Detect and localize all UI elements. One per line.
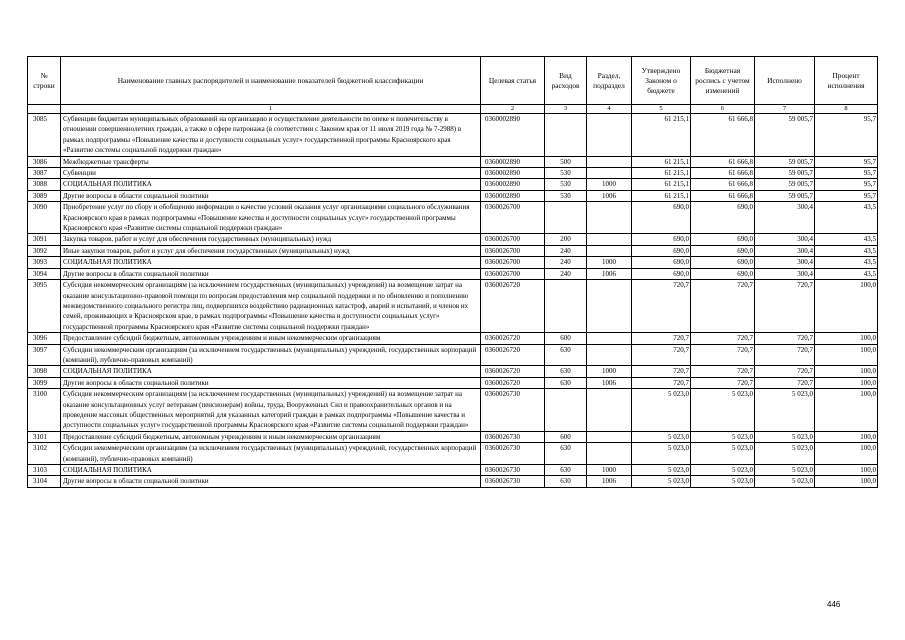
schedule-amount: 690,0	[691, 268, 755, 279]
indicator-name: Субвенции бюджетам муниципальных образований на организацию и осуществление деятельности по опеке и попечительству в отношении совершеннолетних граждан, а также в сфере патронажа (в соответствии с Законом края от 11 июля 2019 года № 7-2988) в рамках подпрограммы «Повышение качества и доступности социальных услуг» государственной программы Красноярского края «Развитие системы социальной поддержки граждан»	[61, 114, 481, 157]
table-row	[28, 431, 878, 442]
executed-amount: 720,7	[755, 366, 815, 377]
table-row	[28, 168, 878, 179]
row-number: 3098	[28, 366, 61, 377]
column-number: 8	[815, 105, 878, 114]
column-number: 4	[587, 105, 632, 114]
expense-type: 630	[545, 443, 587, 465]
execution-percent: 100,0	[815, 443, 878, 465]
expense-type: 530	[545, 168, 587, 179]
approved-amount: 61 215,1	[632, 114, 691, 157]
table-row	[28, 333, 878, 344]
section	[587, 202, 632, 234]
section: 1006	[587, 377, 632, 388]
executed-amount: 59 005,7	[755, 168, 815, 179]
header-section: Раздел, подраздел	[587, 57, 632, 105]
section	[587, 234, 632, 245]
indicator-name: Предоставление субсидий бюджетным, автономным учреждениям и иным некоммерческим организациям	[61, 333, 481, 344]
executed-amount: 59 005,7	[755, 156, 815, 167]
table-row	[28, 114, 878, 157]
table-row	[28, 245, 878, 256]
schedule-amount: 720,7	[691, 377, 755, 388]
indicator-name: Субсидии некоммерческим организациям (за исключением государственных (муниципальных) учреждений, государственных корпораций (компаний), публично-правовых компаний)	[61, 443, 481, 465]
execution-percent: 43,5	[815, 202, 878, 234]
executed-amount: 300,4	[755, 202, 815, 234]
indicator-name: СОЦИАЛЬНАЯ ПОЛИТИКА	[61, 179, 481, 190]
schedule-amount: 5 023,0	[691, 443, 755, 465]
approved-amount: 61 215,1	[632, 168, 691, 179]
executed-amount: 720,7	[755, 377, 815, 388]
target-article: 0360002890	[481, 179, 545, 190]
executed-amount: 5 023,0	[755, 465, 815, 476]
expense-type: 530	[545, 179, 587, 190]
indicator-name: Другие вопросы в области социальной политики	[61, 476, 481, 487]
header-approved: Утверждено Законом о бюджете	[632, 57, 691, 105]
table-row	[28, 234, 878, 245]
header-executed: Исполнено	[755, 57, 815, 105]
table-row	[28, 389, 878, 432]
approved-amount: 61 215,1	[632, 179, 691, 190]
indicator-name: Иные закупки товаров, работ и услуг для обеспечения государственных (муниципальных) нужд	[61, 245, 481, 256]
schedule-amount: 5 023,0	[691, 389, 755, 432]
target-article: 0360026730	[481, 443, 545, 465]
expense-type: 630	[545, 476, 587, 487]
indicator-name: Приобретение услуг по сбору и обобщению информации о качестве условий оказания услуг организациями социального обслуживания Красноярского края в рамках подпрограммы «Повышение качества и доступности социальных услуг» государственной программы Красноярского края «Развитие системы социальной поддержки граждан»	[61, 202, 481, 234]
expense-type: 630	[545, 366, 587, 377]
approved-amount: 720,7	[632, 333, 691, 344]
approved-amount: 5 023,0	[632, 431, 691, 442]
header-expense-type: Вид расходов	[545, 57, 587, 105]
section: 1006	[587, 190, 632, 201]
header-name: Наименование главных распорядителей и наименование показателей бюджетной классификации	[61, 57, 481, 105]
expense-type: 500	[545, 156, 587, 167]
section	[587, 114, 632, 157]
schedule-amount: 61 666,8	[691, 179, 755, 190]
schedule-amount: 61 666,8	[691, 168, 755, 179]
row-number: 3103	[28, 465, 61, 476]
row-number: 3087	[28, 168, 61, 179]
executed-amount: 300,4	[755, 257, 815, 268]
indicator-name: СОЦИАЛЬНАЯ ПОЛИТИКА	[61, 257, 481, 268]
column-number: 7	[755, 105, 815, 114]
table-body	[28, 114, 878, 488]
column-number: 1	[61, 105, 481, 114]
target-article: 0360026730	[481, 431, 545, 442]
executed-amount: 5 023,0	[755, 389, 815, 432]
table-row	[28, 202, 878, 234]
target-article: 0360026730	[481, 476, 545, 487]
row-number: 3089	[28, 190, 61, 201]
expense-type: 240	[545, 257, 587, 268]
expense-type: 240	[545, 268, 587, 279]
schedule-amount: 720,7	[691, 333, 755, 344]
budget-execution-table	[27, 56, 878, 488]
table-row	[28, 190, 878, 201]
target-article: 0360026720	[481, 280, 545, 333]
section	[587, 168, 632, 179]
execution-percent: 95,7	[815, 168, 878, 179]
schedule-amount: 720,7	[691, 366, 755, 377]
target-article: 0360002890	[481, 114, 545, 157]
table-row	[28, 476, 878, 487]
executed-amount: 59 005,7	[755, 190, 815, 201]
expense-type: 240	[545, 245, 587, 256]
table-row	[28, 465, 878, 476]
indicator-name: Субсидии некоммерческим организациям (за исключением государственных (муниципальных) учреждений, государственных корпораций (компаний), публично-правовых компаний)	[61, 344, 481, 366]
table-row	[28, 156, 878, 167]
row-number: 3101	[28, 431, 61, 442]
indicator-name: Другие вопросы в области социальной политики	[61, 377, 481, 388]
section	[587, 344, 632, 366]
schedule-amount: 61 666,8	[691, 156, 755, 167]
execution-percent: 100,0	[815, 280, 878, 333]
execution-percent: 100,0	[815, 366, 878, 377]
execution-percent: 100,0	[815, 389, 878, 432]
approved-amount: 5 023,0	[632, 389, 691, 432]
execution-percent: 100,0	[815, 333, 878, 344]
approved-amount: 5 023,0	[632, 465, 691, 476]
approved-amount: 690,0	[632, 202, 691, 234]
approved-amount: 690,0	[632, 268, 691, 279]
schedule-amount: 720,7	[691, 344, 755, 366]
row-number: 3094	[28, 268, 61, 279]
column-number: 6	[691, 105, 755, 114]
row-number: 3102	[28, 443, 61, 465]
row-number: 3086	[28, 156, 61, 167]
execution-percent: 43,5	[815, 245, 878, 256]
indicator-name: Субвенции	[61, 168, 481, 179]
target-article: 0360026730	[481, 389, 545, 432]
target-article: 0360026720	[481, 366, 545, 377]
indicator-name: Другие вопросы в области социальной политики	[61, 268, 481, 279]
target-article: 0360026700	[481, 245, 545, 256]
approved-amount: 61 215,1	[632, 190, 691, 201]
execution-percent: 95,7	[815, 156, 878, 167]
row-number: 3085	[28, 114, 61, 157]
approved-amount: 690,0	[632, 234, 691, 245]
section	[587, 431, 632, 442]
column-number-row	[28, 105, 878, 114]
indicator-name: СОЦИАЛЬНАЯ ПОЛИТИКА	[61, 465, 481, 476]
target-article: 0360026720	[481, 333, 545, 344]
executed-amount: 59 005,7	[755, 179, 815, 190]
target-article: 0360026720	[481, 344, 545, 366]
expense-type: 600	[545, 431, 587, 442]
approved-amount: 720,7	[632, 280, 691, 333]
row-number: 3088	[28, 179, 61, 190]
target-article: 0360026720	[481, 377, 545, 388]
indicator-name: Закупка товаров, работ и услуг для обеспечения государственных (муниципальных) нужд	[61, 234, 481, 245]
execution-percent: 100,0	[815, 476, 878, 487]
approved-amount: 690,0	[632, 245, 691, 256]
target-article: 0360026700	[481, 257, 545, 268]
table-row	[28, 443, 878, 465]
schedule-amount: 61 666,8	[691, 190, 755, 201]
executed-amount: 5 023,0	[755, 476, 815, 487]
execution-percent: 43,5	[815, 268, 878, 279]
section	[587, 389, 632, 432]
table-row	[28, 366, 878, 377]
approved-amount: 690,0	[632, 257, 691, 268]
section: 1000	[587, 257, 632, 268]
column-number: 5	[632, 105, 691, 114]
table-row	[28, 280, 878, 333]
target-article: 0360026700	[481, 234, 545, 245]
schedule-amount: 690,0	[691, 245, 755, 256]
target-article: 0360002890	[481, 156, 545, 167]
expense-type	[545, 114, 587, 157]
section: 1000	[587, 179, 632, 190]
approved-amount: 720,7	[632, 377, 691, 388]
row-number: 3100	[28, 389, 61, 432]
expense-type	[545, 202, 587, 234]
column-number: 2	[481, 105, 545, 114]
row-number: 3093	[28, 257, 61, 268]
execution-percent: 100,0	[815, 344, 878, 366]
section	[587, 280, 632, 333]
header-budget-schedule: Бюджетная роспись с учетом изменений	[691, 57, 755, 105]
target-article: 0360002890	[481, 190, 545, 201]
table-row	[28, 268, 878, 279]
section: 1006	[587, 268, 632, 279]
schedule-amount: 690,0	[691, 202, 755, 234]
execution-percent: 95,7	[815, 190, 878, 201]
section: 1006	[587, 476, 632, 487]
schedule-amount: 5 023,0	[691, 431, 755, 442]
indicator-name: Субсидия некоммерческим организациям (за исключением государственных (муниципальных) учреждений) на возмещение затрат на оказание консультационно-правовой помощи по вопросам предоставления мер социальной поддержки и по обновлению и пополнению межведомственного социального регистра лиц, подвергшихся воздействию радиационных катастроф, аварий и испытаний, и членов их семей, проживающих в Красноярском крае, в рамках подпрограммы «Повышение качества и доступности социальных услуг» государственной программы Красноярского края «Развитие системы социальной поддержки граждан»	[61, 280, 481, 333]
executed-amount: 59 005,7	[755, 114, 815, 157]
executed-amount: 5 023,0	[755, 443, 815, 465]
header-percent: Процент исполнения	[815, 57, 878, 105]
section	[587, 156, 632, 167]
indicator-name: Субсидия некоммерческим организациям (за исключением государственных (муниципальных) учреждений) на возмещение затрат на оказание консультационных услуг ветеранам (пенсионерам) войны, труда, Вооруженных Сил и правоохранительных органов и на проведение массовых общественных мероприятий для указанных категорий граждан в рамках подпрограммы «Повышение качества и доступности социальных услуг» государственной программы Красноярского края «Развитие системы социальной поддержки граждан»	[61, 389, 481, 432]
indicator-name: Предоставление субсидий бюджетным, автономным учреждениям и иным некоммерческим организациям	[61, 431, 481, 442]
schedule-amount: 61 666,8	[691, 114, 755, 157]
executed-amount: 300,4	[755, 268, 815, 279]
section	[587, 245, 632, 256]
expense-type: 600	[545, 333, 587, 344]
indicator-name: СОЦИАЛЬНАЯ ПОЛИТИКА	[61, 366, 481, 377]
approved-amount: 720,7	[632, 344, 691, 366]
approved-amount: 61 215,1	[632, 156, 691, 167]
indicator-name: Межбюджетные трансферты	[61, 156, 481, 167]
approved-amount: 5 023,0	[632, 476, 691, 487]
target-article: 0360026700	[481, 202, 545, 234]
executed-amount: 720,7	[755, 280, 815, 333]
schedule-amount: 720,7	[691, 280, 755, 333]
execution-percent: 95,7	[815, 179, 878, 190]
schedule-amount: 690,0	[691, 234, 755, 245]
header-row-number: № строки	[28, 57, 61, 105]
row-number: 3090	[28, 202, 61, 234]
executed-amount: 300,4	[755, 245, 815, 256]
schedule-amount: 5 023,0	[691, 476, 755, 487]
executed-amount: 720,7	[755, 333, 815, 344]
section	[587, 443, 632, 465]
execution-percent: 100,0	[815, 377, 878, 388]
schedule-amount: 690,0	[691, 257, 755, 268]
page-number: 446	[827, 600, 841, 609]
expense-type	[545, 280, 587, 333]
approved-amount: 720,7	[632, 366, 691, 377]
row-number: 3096	[28, 333, 61, 344]
row-number: 3104	[28, 476, 61, 487]
target-article: 0360002890	[481, 168, 545, 179]
expense-type: 630	[545, 344, 587, 366]
row-number: 3097	[28, 344, 61, 366]
expense-type: 530	[545, 190, 587, 201]
executed-amount: 720,7	[755, 344, 815, 366]
executed-amount: 5 023,0	[755, 431, 815, 442]
header-target-article: Целевая статья	[481, 57, 545, 105]
execution-percent: 43,5	[815, 257, 878, 268]
target-article: 0360026700	[481, 268, 545, 279]
execution-percent: 100,0	[815, 431, 878, 442]
executed-amount: 300,4	[755, 234, 815, 245]
section: 1000	[587, 366, 632, 377]
column-number: 3	[545, 105, 587, 114]
section: 1000	[587, 465, 632, 476]
target-article: 0360026730	[481, 465, 545, 476]
table-row	[28, 377, 878, 388]
section	[587, 333, 632, 344]
table-row	[28, 179, 878, 190]
row-number: 3091	[28, 234, 61, 245]
expense-type: 630	[545, 465, 587, 476]
execution-percent: 95,7	[815, 114, 878, 157]
row-number: 3092	[28, 245, 61, 256]
table-row	[28, 257, 878, 268]
row-number: 3095	[28, 280, 61, 333]
schedule-amount: 5 023,0	[691, 465, 755, 476]
indicator-name: Другие вопросы в области социальной политики	[61, 190, 481, 201]
row-number: 3099	[28, 377, 61, 388]
expense-type	[545, 389, 587, 432]
expense-type: 630	[545, 377, 587, 388]
execution-percent: 43,5	[815, 234, 878, 245]
expense-type: 200	[545, 234, 587, 245]
execution-percent: 100,0	[815, 465, 878, 476]
table-row	[28, 344, 878, 366]
approved-amount: 5 023,0	[632, 443, 691, 465]
